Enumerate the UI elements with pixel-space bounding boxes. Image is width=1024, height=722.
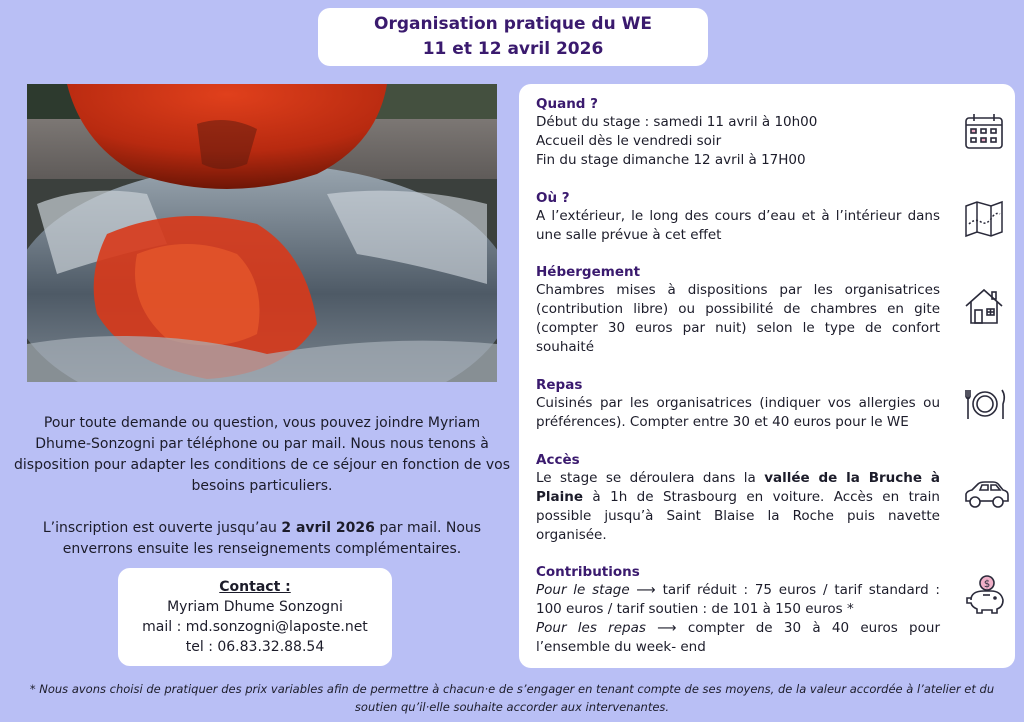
contrib-repas-prices: ⟶ compter de 30 à 40 euros pour l’ensemble du week- end: [536, 620, 940, 655]
quand-end: Fin du stage dimanche 12 avril à 17H00: [536, 152, 806, 168]
section-quand-title: Quand ?: [536, 96, 599, 112]
footnote-pricing: * Nous avons choisi de pratiquer des prix variables afin de permettre à chacun·e de s’engager en tenant compte de ses moyens, de la valeur accordée à l’atelier et du soutien qu’il·elle souhaite accorder aux intervenantes.: [29, 682, 995, 714]
acces-location: vallée de la Bruche à Plaine: [536, 470, 940, 505]
page-subtitle-dates: 11 et 12 avril 2026: [422, 39, 604, 59]
acces-text-start: Le stage se déroulera dans la: [536, 470, 765, 486]
section-acces-title: Accès: [536, 452, 580, 468]
section-hebergement-body: Chambres mises à dispositions par les organisatrices (contribution libre) ou possibilité de chambres en gite (compter 30 euros par nuit) selon le type de confort souhaité: [536, 282, 940, 355]
section-contributions: [536, 563, 940, 657]
svg-text:$: $: [983, 579, 991, 590]
contrib-stage-label: Pour le stage: [536, 582, 630, 598]
calendar-icon: [963, 112, 1005, 152]
page-title: Organisation pratique du WE: [374, 14, 652, 34]
section-ou-title: Où ?: [536, 190, 570, 206]
contact-name: Myriam Dhume Sonzogni: [167, 599, 343, 615]
section-repas-title: Repas: [536, 377, 583, 393]
map-icon: [963, 200, 1005, 238]
contrib-stage-prices: ⟶ tarif réduit : 75 euros / tarif standard : 100 euros / tarif soutien : de 101 à 150 euros *: [536, 582, 940, 617]
section-acces: [536, 451, 940, 545]
inscription-deadline: 2 avril 2026: [281, 520, 375, 536]
intro-paragraph-inscription: [14, 518, 510, 560]
intro-paragraph-contact: Pour toute demande ou question, vous pouvez joindre Myriam Dhume-Sonzogni par téléphone ou par mail. Nous nous tenons à disposition pour adapter les conditions de ce séjour en fonction de vos besoins particuliers.: [14, 415, 510, 494]
quand-start: Début du stage : samedi 11 avril à 10h00: [536, 114, 818, 130]
section-acces-body: [536, 469, 940, 545]
contact-box: [118, 568, 392, 666]
quand-welcome: Accueil dès le vendredi soir: [536, 133, 722, 149]
section-quand: [536, 95, 940, 170]
plate-cutlery-icon: [963, 386, 1007, 422]
intro-text: [14, 413, 510, 560]
section-ou: [536, 189, 940, 245]
house-icon: [963, 286, 1005, 326]
section-quand-body: [536, 113, 940, 170]
contrib-repas-label: Pour les repas: [536, 620, 646, 636]
section-hebergement: [536, 263, 940, 357]
inscription-text-start: L’inscription est ouverte jusqu’au: [42, 520, 282, 536]
piggy-bank-icon: [963, 574, 1007, 616]
acces-text-end: à 1h de Strasbourg en voiture. Accès en train possible jusqu’à Saint Blaise la Roche puis navette organisée.: [536, 489, 940, 543]
section-contributions-title: Contributions: [536, 564, 640, 580]
info-panel: [519, 84, 1015, 668]
car-icon: [963, 479, 1011, 511]
contact-phone[interactable]: tel : 06.83.32.88.54: [185, 639, 325, 655]
contact-mail[interactable]: mail : md.sonzogni@laposte.net: [142, 619, 368, 635]
inscription-text-end: par mail. Nous enverrons ensuite les renseignements complémentaires.: [62, 520, 482, 557]
section-contributions-body: [536, 581, 940, 657]
section-hebergement-title: Hébergement: [536, 264, 641, 280]
section-ou-body: A l’extérieur, le long des cours d’eau et à l’intérieur dans une salle prévue à cet effet: [536, 208, 940, 243]
contact-title: Contact :: [219, 579, 291, 595]
title-box: [318, 8, 708, 66]
section-repas: [536, 376, 940, 432]
photo-sculpture-reflection: [27, 84, 497, 382]
section-repas-body: Cuisinés par les organisatrices (indiquer vos allergies ou préférences). Compter entre 30 et 40 euros pour le WE: [536, 395, 940, 430]
